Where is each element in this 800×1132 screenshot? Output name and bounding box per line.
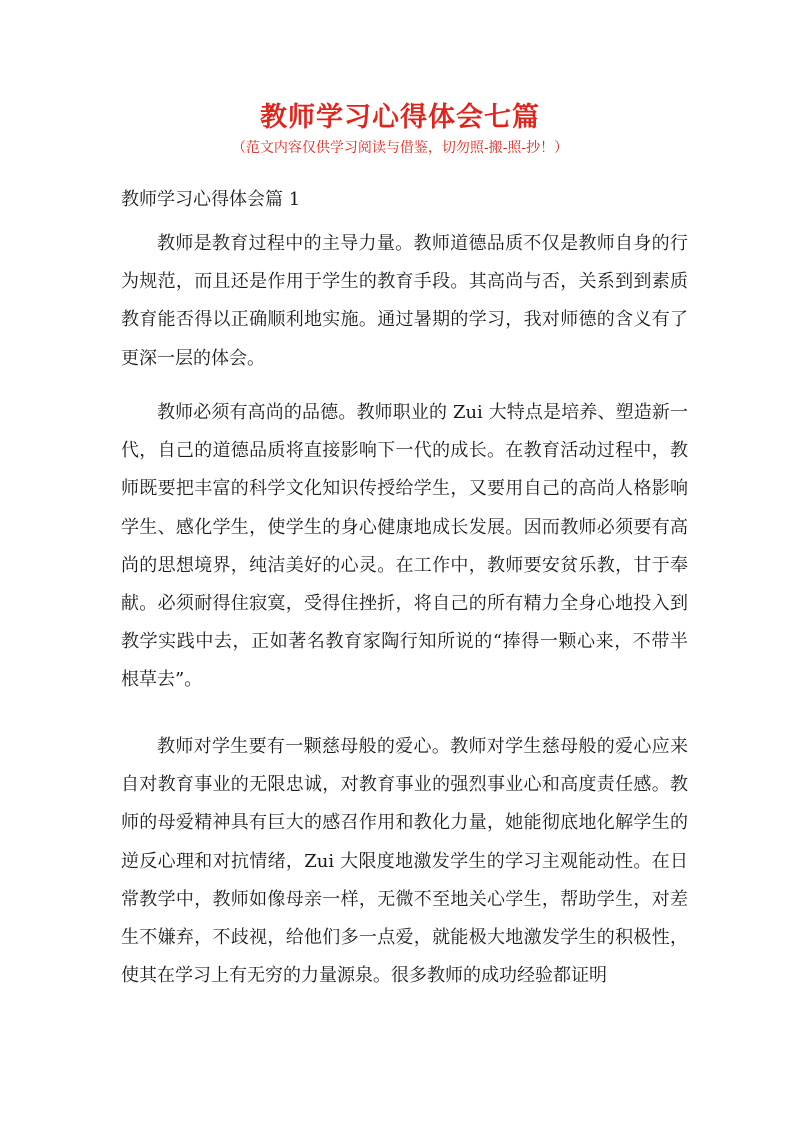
body-paragraph-1: 教师是教育过程中的主导力量。教师道德品质不仅是教师自身的行为规范，而且还是作用于学生的教育手段。其高尚与否，关系到到素质教育能否得以正确顺利地实施。通过暑期的学习，我对师德的含义有了更深一层的体会。	[121, 233, 688, 369]
body-paragraph-3: 教师对学生要有一颗慈母般的爱心。教师对学生慈母般的爱心应来自对教育事业的无限忠诚，对教育事业的强烈事业心和高度责任感。教师的母爱精神具有巨大的感召作用和教化力量，她能彻底地化解学生的逆反心理和对抗情绪，Zui 大限度地激发学生的学习主观能动性。在日常教学中，教师如像母亲一样，无微不至地关心学生，帮助学生，对差生不嫌弃，不歧视，给他们多一点爱，就能极大地激发学生的积极性，使其在学习上有无穷的力量源泉。很多教师的成功经验都证明	[121, 736, 688, 987]
section-heading: 教师学习心得体会篇 1	[121, 189, 301, 210]
body-paragraph-2: 教师必须有高尚的品德。教师职业的 Zui 大特点是培养、塑造新一代，自己的道德品质将直接影响下一代的成长。在教育活动过程中，教师既要把丰富的科学文化知识传授给学生，又要用自己的高尚人格影响学生、感化学生，使学生的身心健康地成长发展。因而教师必须要有高尚的思想境界，纯洁美好的心灵。在工作中，教师要安贫乐教，甘于奉献。必须耐得住寂寞，受得住挫折，将自己的所有精力全身心地投入到教学实践中去，正如著名教育家陶行知所说的“捧得一颗心来，不带半根草去”。	[121, 402, 688, 691]
document-title: 教师学习心得体会七篇	[260, 102, 540, 133]
document-subtitle: （范文内容仅供学习阅读与借鉴，切勿照-搬-照-抄！）	[231, 140, 569, 156]
